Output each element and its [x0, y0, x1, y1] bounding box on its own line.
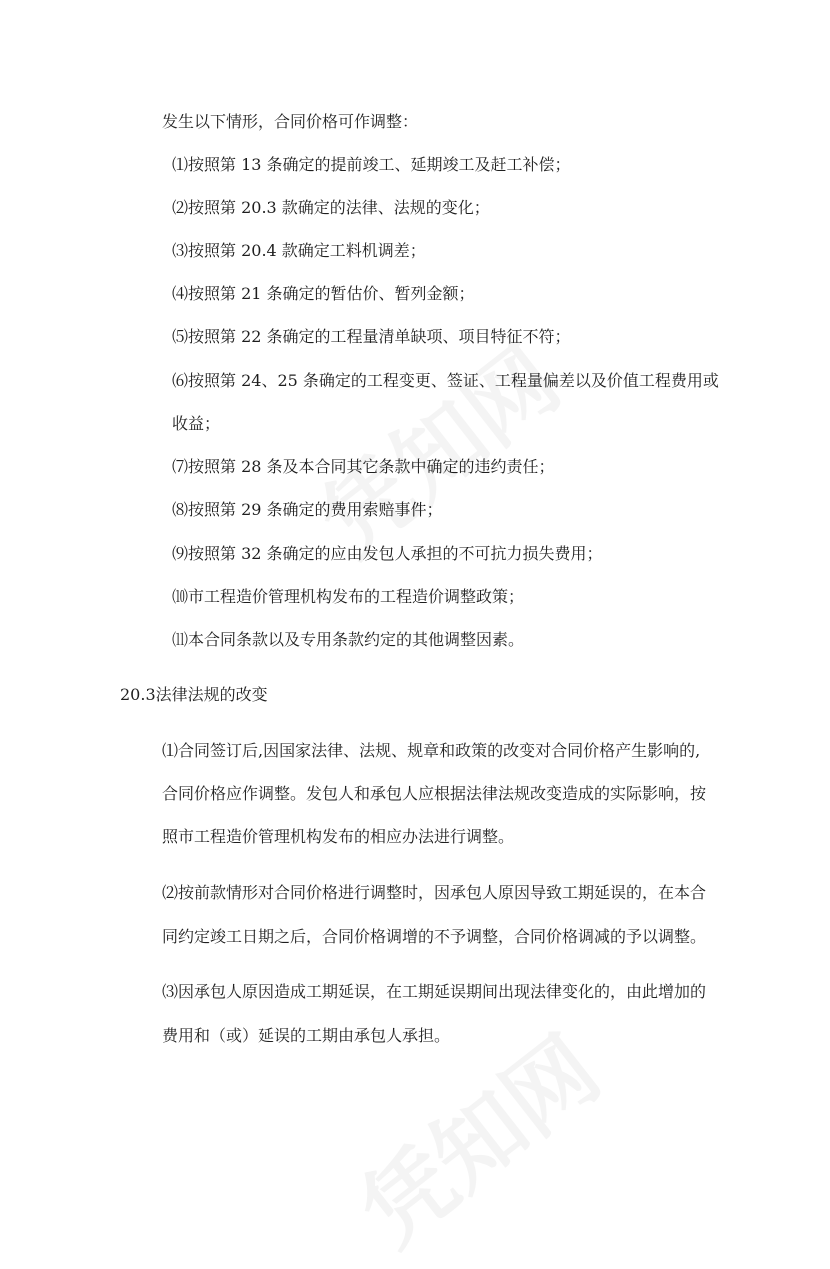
list-item: ⑺按照第 28 条及本合同其它条款中确定的违约责任；	[172, 457, 555, 476]
list-item: ⑻按照第 29 条确定的费用索赔事件；	[172, 500, 443, 519]
list-item: ⑵按照第 20.3 款确定的法律、法规的变化；	[172, 198, 490, 217]
paragraph-line: ⑶因承包人原因造成工期延误，在工期延误期间出现法律变化的，由此增加的	[162, 982, 707, 1001]
list-item: ⑾本合同条款以及专用条款约定的其他调整因素。	[172, 630, 525, 649]
paragraph-line: 照市工程造价管理机构发布的相应办法进行调整。	[162, 827, 515, 846]
list-item: ⑶按照第 20.4 款确定工料机调差；	[172, 241, 426, 260]
paragraph-line: ⑵按前款情形对合同价格进行调整时，因承包人原因导致工期延误的，在本合	[162, 883, 707, 902]
intro-text: 发生以下情形，合同价格可作调整：	[162, 112, 419, 131]
paragraph-line: 费用和（或）延误的工期由承包人承担。	[162, 1026, 451, 1045]
list-item-continuation: 收益；	[172, 414, 221, 433]
list-item: ⑴按照第 13 条确定的提前竣工、延期竣工及赶工补偿；	[172, 155, 571, 174]
list-item: ⑷按照第 21 条确定的暂估价、暂列金额；	[172, 284, 475, 303]
list-item: ⑽市工程造价管理机构发布的工程造价调整政策；	[172, 587, 525, 606]
paragraph-line: ⑴合同签订后,因国家法律、法规、规章和政策的改变对合同价格产生影响的,	[162, 741, 701, 760]
paragraph-line: 同约定竣工日期之后，合同价格调增的不予调整，合同价格调减的予以调整。	[162, 927, 707, 946]
list-item: ⑸按照第 22 条确定的工程量清单缺项、项目特征不符；	[172, 327, 571, 346]
watermark	[289, 311, 582, 580]
list-item: ⑼按照第 32 条确定的应由发包人承担的不可抗力损失费用；	[172, 544, 603, 563]
paragraph-line: 合同价格应作调整。发包人和承包人应根据法律法规改变造成的实际影响，按	[162, 784, 707, 803]
section-heading: 20.3法律法规的改变	[120, 685, 268, 704]
list-item: ⑹按照第 24、25 条确定的工程变更、签证、工程量偏差以及价值工程费用或	[172, 371, 719, 390]
